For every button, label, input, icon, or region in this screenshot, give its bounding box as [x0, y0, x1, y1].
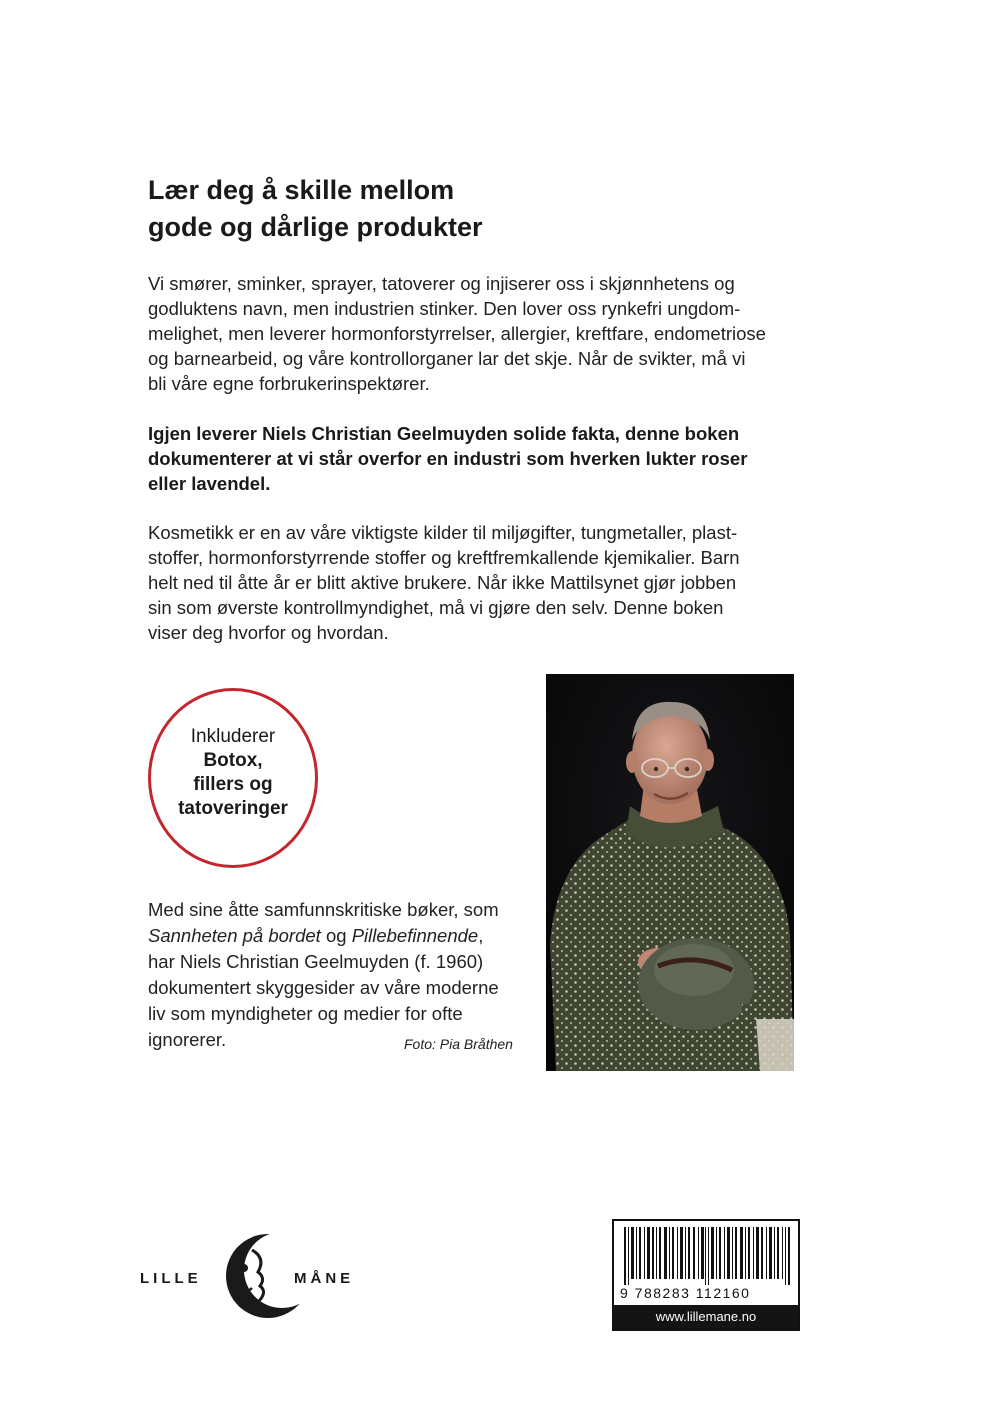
- bio-line: dokumentert skyggesider av våre moderne: [148, 977, 499, 998]
- text-line: viser deg hvorfor og hvordan.: [148, 622, 389, 643]
- bio-punct: ,: [478, 925, 484, 946]
- text-line: og barnearbeid, og våre kontrollorganer lar det skje. Når de svikter, må vi: [148, 348, 746, 369]
- headline-line: Lær deg å skille mellom: [148, 175, 455, 205]
- text-line: Igjen leverer Niels Christian Geelmuyden solide fakta, denne boken: [148, 423, 740, 444]
- text-line: eller lavendel.: [148, 473, 271, 494]
- badge-item: tatoveringer: [178, 798, 288, 819]
- publisher-url[interactable]: www.lillemane.no: [614, 1305, 798, 1329]
- badge-intro: Inkluderer: [190, 726, 276, 747]
- highlight-paragraph: [148, 421, 818, 496]
- intro-paragraph: [148, 271, 818, 396]
- headline: [148, 172, 848, 246]
- text-line: godluktens navn, men industrien stinker. Den lover oss rynkefri ungdom-: [148, 298, 741, 319]
- author-photo: [546, 674, 794, 1071]
- barcode-icon: [622, 1227, 792, 1285]
- text-line: Kosmetikk er en av våre viktigste kilder til miljøgifter, tungmetaller, plast-: [148, 522, 738, 543]
- book-title: Sannheten på bordet: [148, 925, 321, 946]
- headline-line: gode og dårlige produkter: [148, 212, 483, 242]
- text-line: bli våre egne forbrukerinspektører.: [148, 373, 430, 394]
- bio-line: [148, 923, 538, 949]
- bio-line: ignorerer.: [148, 1029, 227, 1050]
- bio-line: har Niels Christian Geelmuyden (f. 1960): [148, 951, 484, 972]
- text-line: Vi smører, sminker, sprayer, tatoverer og injiserer oss i skjønnhetens og: [148, 273, 735, 294]
- author-bio: [148, 897, 538, 1053]
- text-line: helt ned til åtte år er blitt aktive brukere. Når ikke Mattilsynet gjør jobben: [148, 572, 737, 593]
- bio-line: liv som myndigheter og medier for ofte: [148, 1003, 463, 1024]
- includes-badge: [148, 688, 318, 868]
- badge-item: fillers og: [193, 774, 273, 795]
- text-line: stoffer, hormonforstyrrende stoffer og kreftfremkallende kjemikalier. Barn: [148, 547, 740, 568]
- publisher-name-right: MÅNE: [294, 1270, 355, 1287]
- bio-line: Med sine åtte samfunnskritiske bøker, som: [148, 899, 499, 920]
- publisher-name-left: LILLE: [140, 1270, 202, 1287]
- text-line: sin som øverste kontrollmyndighet, må vi gjøre den selv. Denne boken: [148, 597, 724, 618]
- book-title: Pillebefinnende: [351, 925, 479, 946]
- bio-connector: og: [320, 925, 352, 946]
- badge-item: Botox,: [203, 750, 263, 771]
- text-line: melighet, men leverer hormonforstyrrelser, allergier, kreftfare, endometriose: [148, 323, 766, 344]
- author-portrait-illustration: [546, 674, 794, 1071]
- body-paragraph: [148, 520, 818, 645]
- text-line: dokumenterer at vi står overfor en industri som hverken lukter roser: [148, 448, 748, 469]
- isbn-number: 9 788283 112160: [620, 1285, 751, 1301]
- isbn-barcode: [612, 1219, 800, 1331]
- photo-credit: Foto: Pia Bråthen: [404, 1036, 513, 1052]
